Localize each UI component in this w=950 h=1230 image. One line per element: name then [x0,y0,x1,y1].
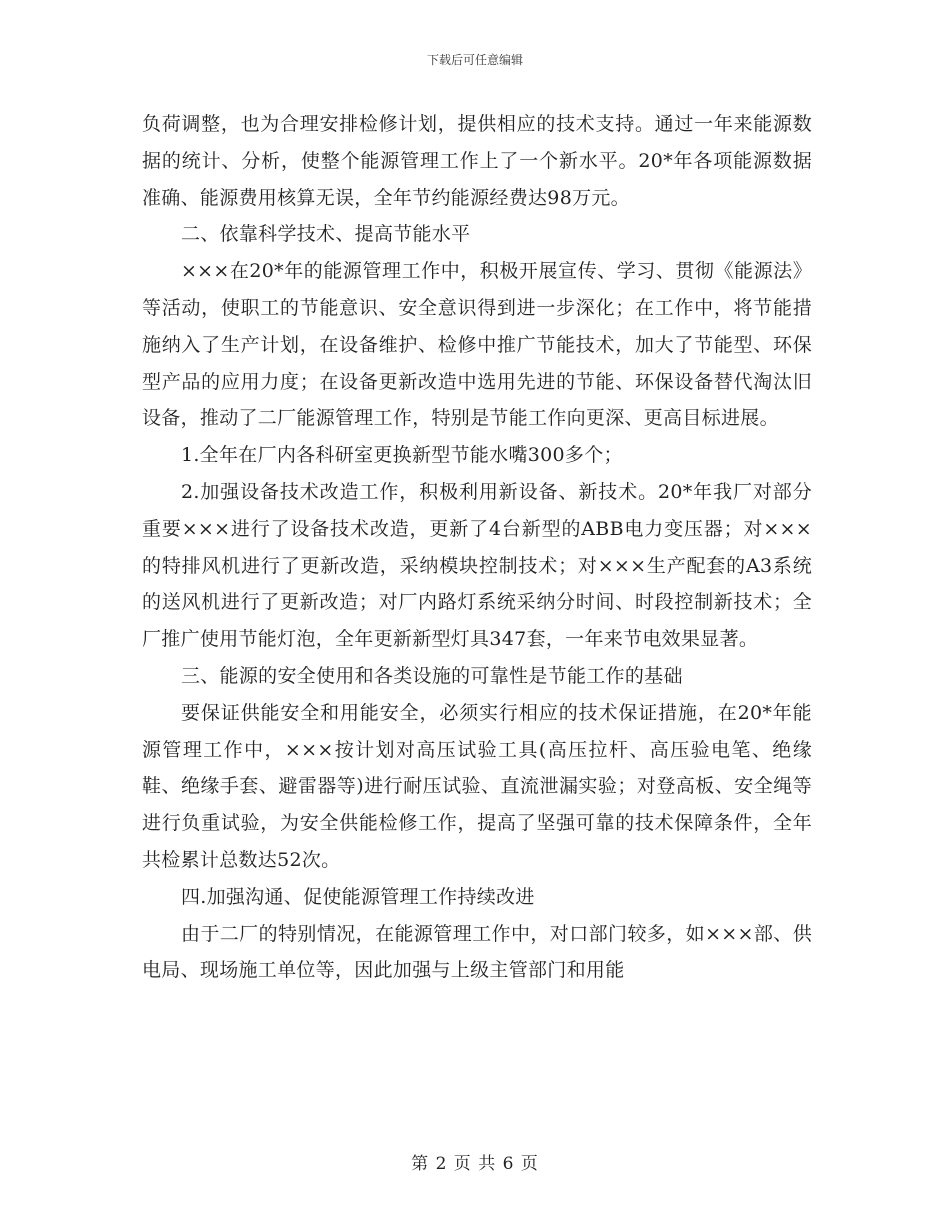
paragraph-continuation: 负荷调整，也为合理安排检修计划，提供相应的技术支持。通过一年来能源数据的统计、分析，使整个能源管理工作上了一个新水平。20*年各项能源数据准确、能源费用核算无误，全年节约能源经费达98万元。 [142,113,812,209]
document-body [142,106,812,989]
paragraph-energy-management: ×××在20*年的能源管理工作中，积极开展宣传、学习、贯彻《能源法》等活动，使职工的节能意识、安全意识得到进一步深化；在工作中，将节能措施纳入了生产计划，在设备维护、检修中推广节能技术，加大了节能型、环保型产品的应用力度；在设备更新改造中选用先进的节能、环保设备替代淘汰旧设备，推动了二厂能源管理工作，特别是节能工作向更深、更高目标进展。 [142,260,812,430]
list-item-2: 2.加强设备技术改造工作，积极利用新设备、新技术。20*年我厂对部分重要×××进行了设备技术改造，更新了4台新型的ABB电力变压器；对×××的特排风机进行了更新改造，采纳模块控制技术；对×××生产配套的A3系统的送风机进行了更新改造；对厂内路灯系统采纳分时间、时段控制新技术；全厂推广使用节能灯泡，全年更新新型灯具347套，一年来节电效果显著。 [142,480,812,651]
paragraph-communication: 由于二厂的特别情况，在能源管理工作中，对口部门较多，如×××部、供电局、现场施工单位等，因此加强与上级主管部门和用能 [142,922,812,982]
page-header: 下载后可任意编辑 [426,53,523,67]
section-heading-4: 四.加强沟通、促使能源管理工作持续改进 [180,885,535,908]
section-heading-3: 三、能源的安全使用和各类设施的可靠性是节能工作的基础 [180,664,683,687]
section-heading-2: 二、依靠科学技术、提高节能水平 [180,223,471,246]
list-item-1: 1.全年在厂内各科研室更换新型节能水嘴300多个； [180,444,623,467]
paragraph-safety: 要保证供能安全和用能安全，必须实行相应的技术保证措施，在20*年能源管理工作中，×××按计划对高压试验工具(高压拉杆、高压验电笔、绝缘鞋、绝缘手套、避雷器等)进行耐压试验、直流泄漏实验；对登高板、安全绳等进行负重试验，为安全供能检修工作，提高了坚强可靠的技术保障条件，全年共检累计总数达52次。 [142,701,812,871]
page-number: 第 2 页 共 6 页 [411,1154,539,1174]
